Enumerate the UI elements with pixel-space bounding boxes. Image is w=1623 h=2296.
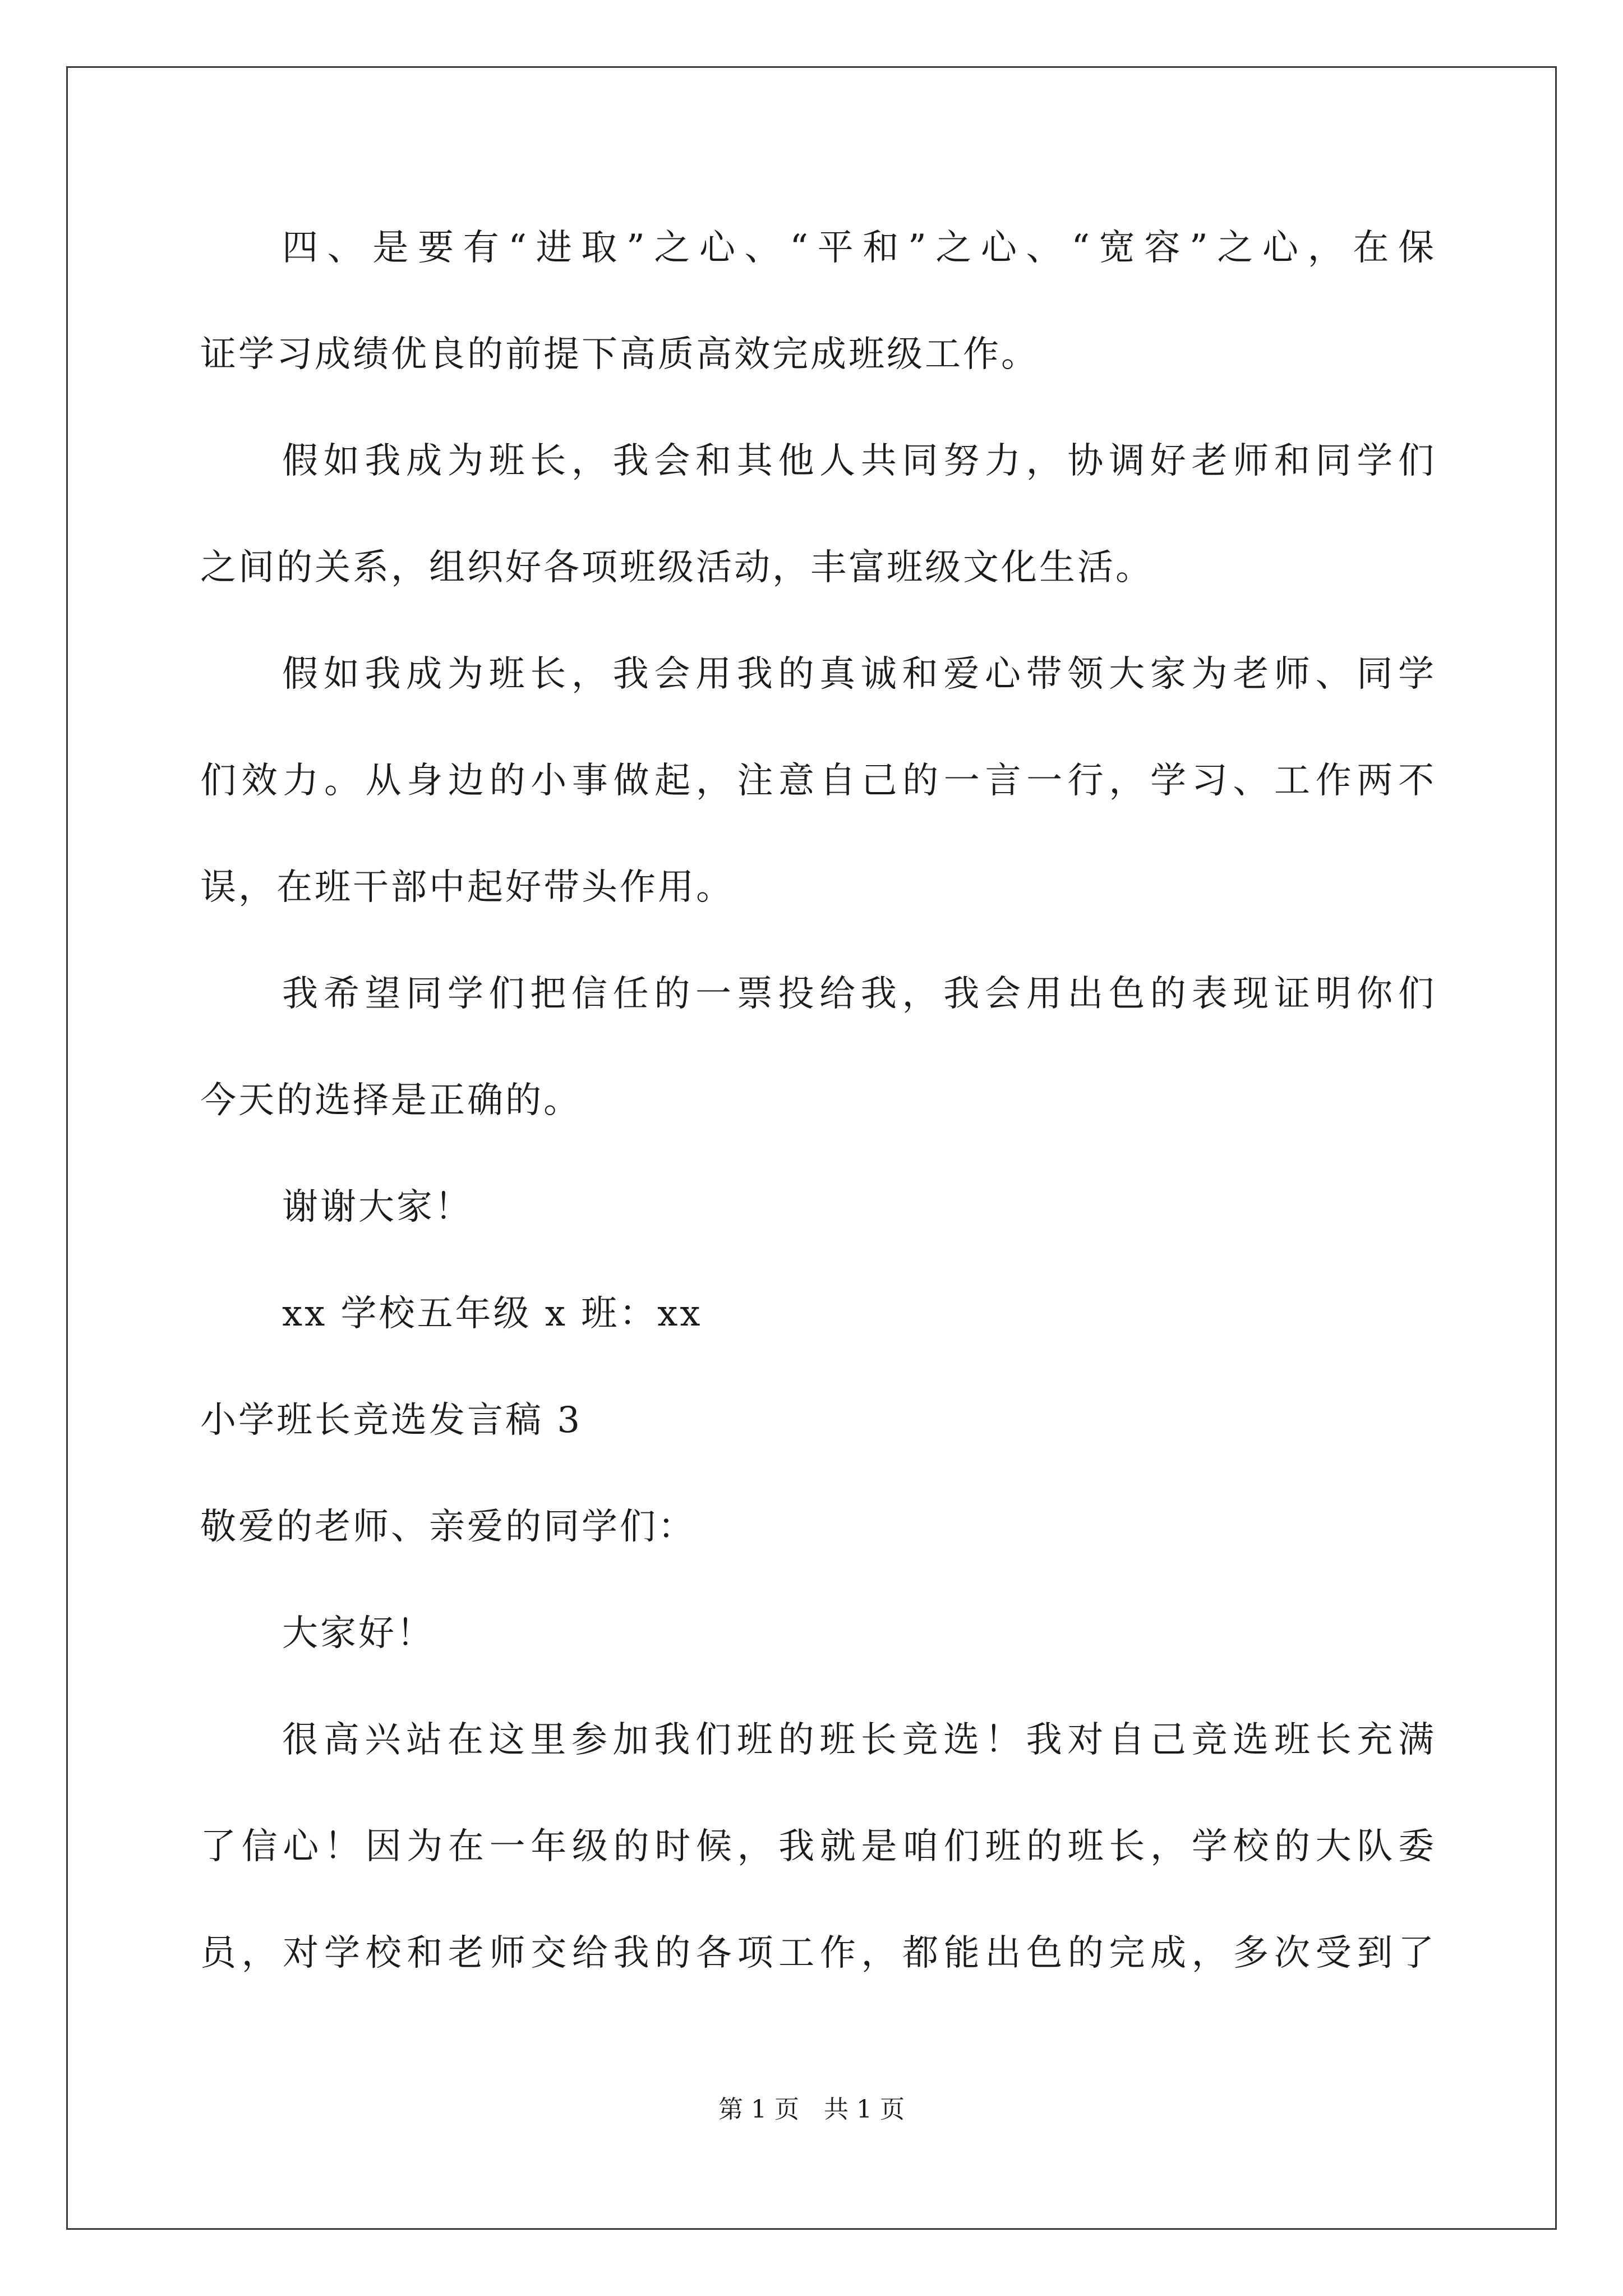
- page-number-footer: 第 1 页 共 1 页: [718, 2095, 905, 2124]
- paragraph-line: 今天的选择是正确的。: [200, 1080, 582, 1121]
- paragraph-line: 很高兴站在这里参加我们班的班长竞选！我对自己竞选班长充满: [282, 1719, 1434, 1761]
- paragraph-line: 们效力。从身边的小事做起，注意自己的一言一行，学习、工作两不: [200, 760, 1434, 802]
- paragraph-line: 假如我成为班长，我会和其他人共同努力，协调好老师和同学们: [282, 440, 1434, 482]
- paragraph-line: 我希望同学们把信任的一票投给我，我会用出色的表现证明你们: [282, 973, 1434, 1015]
- salutation: 敬爱的老师、亲爱的同学们：: [200, 1506, 696, 1548]
- paragraph-line: 证学习成绩优良的前提下高质高效完成班级工作。: [200, 334, 1039, 375]
- paragraph-line: 假如我成为班长，我会用我的真诚和爱心带领大家为老师、同学: [282, 654, 1434, 695]
- paragraph-line: 之间的关系，组织好各项班级活动，丰富班级文化生活。: [200, 547, 1154, 588]
- paragraph-line: 员，对学校和老师交给我的各项工作，都能出色的完成，多次受到了: [200, 1932, 1434, 1974]
- paragraph-line: 了信心！因为在一年级的时候，我就是咱们班的班长，学校的大队委: [200, 1826, 1434, 1867]
- greeting: 大家好！: [282, 1613, 435, 1654]
- signature-line: xx 学校五年级 x 班：xx: [282, 1293, 703, 1335]
- paragraph-line: 四、是要有“进取”之心、“平和”之心、“宽容”之心，在保: [282, 227, 1434, 269]
- paragraph-line: 误，在班干部中起好带头作用。: [200, 867, 734, 908]
- page-border: [66, 66, 1557, 2230]
- section-title: 小学班长竞选发言稿 3: [200, 1400, 583, 1441]
- closing-thanks: 谢谢大家！: [282, 1186, 473, 1228]
